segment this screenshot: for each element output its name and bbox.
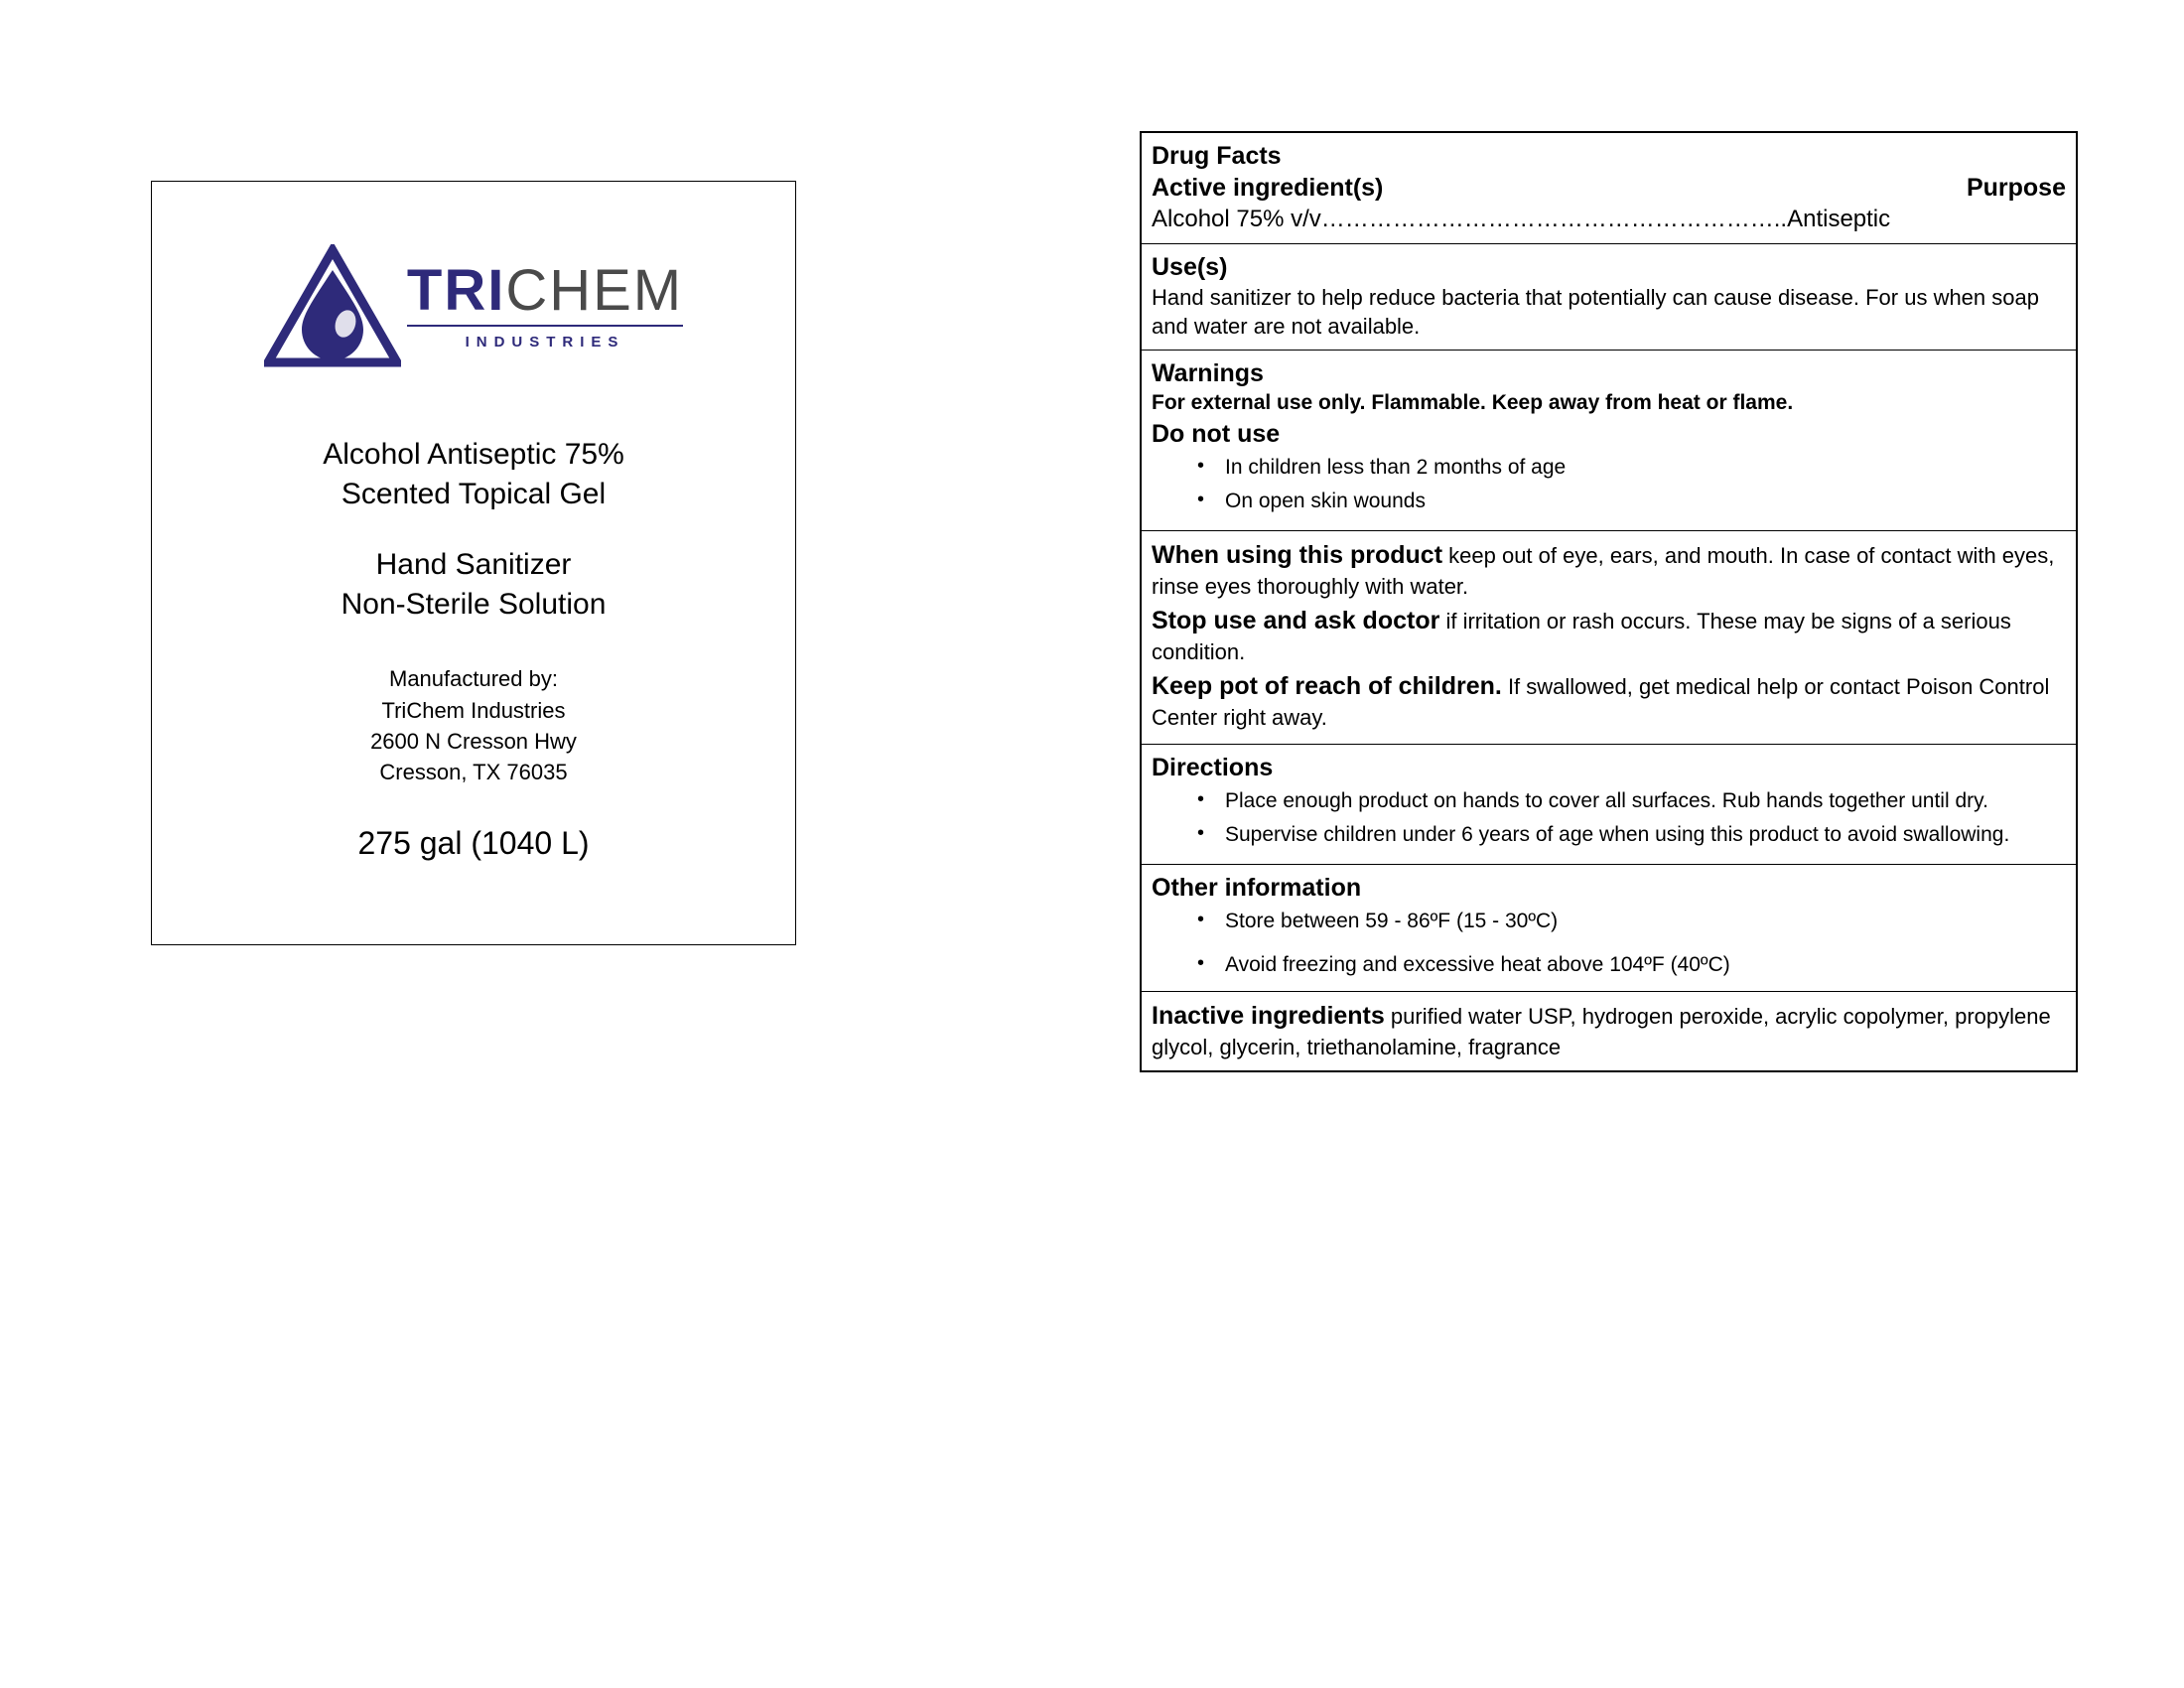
net-volume: 275 gal (1040 L) bbox=[357, 825, 590, 862]
list-item: • Store between 59 - 86ºF (15 - 30ºC) bbox=[1225, 908, 2066, 935]
purpose-heading: Purpose bbox=[1966, 174, 2066, 202]
stop-use-bold: Stop use and ask doctor bbox=[1152, 607, 1440, 635]
logo-subtitle: INDUSTRIES bbox=[465, 334, 625, 351]
keep-out-paragraph bbox=[1152, 669, 2066, 733]
other-information-section bbox=[1142, 865, 2076, 991]
warnings-heading: Warnings bbox=[1152, 359, 1264, 388]
product-type-line-2: Non-Sterile Solution bbox=[341, 587, 607, 621]
stop-use-paragraph bbox=[1152, 604, 2066, 667]
water-drop-triangle-icon bbox=[264, 244, 401, 368]
product-label-panel bbox=[151, 181, 796, 945]
directions-section bbox=[1142, 745, 2076, 865]
brand-logo bbox=[152, 239, 795, 373]
warnings-bold-text: For external use only. Flammable. Keep away from heat or flame. bbox=[1152, 391, 1794, 415]
uses-section bbox=[1142, 244, 2076, 351]
manufacturer-address-line-2: Cresson, TX 76035 bbox=[379, 760, 568, 785]
inactive-ingredients-section bbox=[1142, 992, 2076, 1071]
directions-heading: Directions bbox=[1152, 754, 1274, 782]
keep-out-bold: Keep pot of reach of children. bbox=[1152, 672, 1502, 701]
manufactured-by-label: Manufactured by: bbox=[389, 666, 558, 692]
list-item: • In children less than 2 months of age bbox=[1225, 454, 2066, 482]
drug-facts-title: Drug Facts bbox=[1152, 142, 1282, 170]
inactive-ingredients-heading: Inactive ingredients bbox=[1152, 1001, 1385, 1030]
logo-divider bbox=[407, 325, 683, 327]
do-not-use-heading: Do not use bbox=[1152, 419, 1281, 448]
active-ingredient-line: Alcohol 75% v/v…………………………………………………..Antiseptic bbox=[1152, 206, 1891, 232]
logo-word-chem: CHEM bbox=[505, 258, 684, 323]
list-item: • Place enough product on hands to cover all surfaces. Rub hands together until dry. bbox=[1225, 787, 2066, 815]
product-name-line-1: Alcohol Antiseptic 75% bbox=[323, 438, 624, 471]
product-name bbox=[152, 435, 795, 513]
directions-list bbox=[1152, 787, 2066, 849]
manufacturer-name: TriChem Industries bbox=[381, 697, 566, 723]
active-ingredient-heading: Active ingredient(s) bbox=[1152, 174, 1384, 202]
other-information-list bbox=[1152, 908, 2066, 979]
logo-wordmark bbox=[406, 258, 684, 351]
when-using-bold: When using this product bbox=[1152, 541, 1443, 570]
list-item: • On open skin wounds bbox=[1225, 488, 2066, 515]
manufacturer-address-line-1: 2600 N Cresson Hwy bbox=[370, 728, 577, 754]
do-not-use-list bbox=[1152, 454, 2066, 515]
when-using-paragraph bbox=[1152, 538, 2066, 602]
inactive-ingredients-text: purified water USP, hydrogen peroxide, acrylic copolymer, propylene glycol, glycerin, triethanolamine, fragrance bbox=[1152, 1003, 2051, 1059]
product-name-line-2: Scented Topical Gel bbox=[341, 477, 607, 510]
when-using-section bbox=[1142, 531, 2076, 745]
uses-text: Hand sanitizer to help reduce bacteria that potentially can cause disease. For us when soap and water are not available. bbox=[1152, 285, 2039, 340]
inactive-ingredients-paragraph bbox=[1152, 999, 2066, 1062]
active-ingredient-section bbox=[1142, 133, 2076, 244]
uses-heading: Use(s) bbox=[1152, 253, 1228, 282]
keep-out-text: If swallowed, get medical help or contact Poison Control Center right away. bbox=[1152, 674, 2050, 731]
warnings-section bbox=[1142, 351, 2076, 531]
drug-facts-panel bbox=[1140, 131, 2078, 1072]
stop-use-text: if irritation or rash occurs. These may be signs of a serious condition. bbox=[1152, 609, 2011, 665]
other-information-heading: Other information bbox=[1152, 874, 1362, 903]
manufacturer-block bbox=[152, 663, 795, 787]
logo-word-tri: TRI bbox=[406, 258, 506, 323]
product-type bbox=[152, 545, 795, 624]
when-using-text: keep out of eye, ears, and mouth. In case of contact with eyes, rinse eyes thoroughly with water. bbox=[1152, 543, 2055, 600]
list-item: • Avoid freezing and excessive heat above 104ºF (40ºC) bbox=[1225, 951, 2066, 979]
product-type-line-1: Hand Sanitizer bbox=[375, 548, 572, 582]
list-item: • Supervise children under 6 years of age when using this product to avoid swallowing. bbox=[1225, 821, 2066, 849]
active-ingredient-header-row bbox=[1152, 172, 2066, 204]
